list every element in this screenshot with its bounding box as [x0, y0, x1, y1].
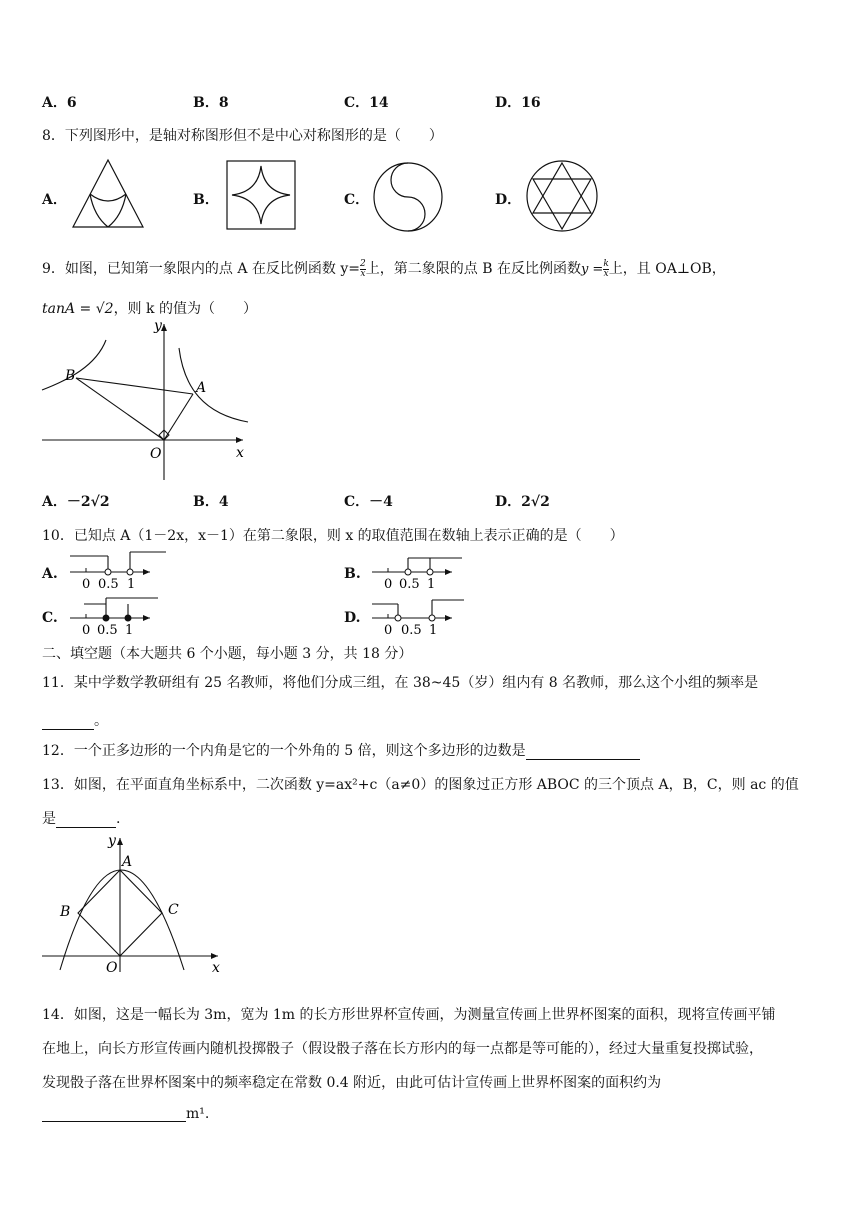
q8-label-c: C．: [344, 192, 370, 208]
q10-a-tick-1: 1: [127, 577, 136, 592]
q9-stem-line2: [42, 298, 257, 318]
q10-label-b: B.: [344, 566, 361, 582]
q14-unit: m¹.: [186, 1106, 210, 1122]
q10-b-tick-05: 0.5: [399, 577, 420, 592]
q10-number-line-c: [66, 594, 166, 640]
q8-figure-b-square-star: [226, 160, 296, 230]
q10-a-tick-0: 0: [82, 577, 91, 592]
q13-fig-label-o: O: [106, 960, 118, 976]
q7-option-d-value: 16: [521, 95, 541, 111]
q13-line2-text: 是: [42, 811, 56, 827]
q14-line3: 发现骰子落在世界杯图案中的频率稳定在常数 0.4 附近，由此可估计宣传画上世界杯图案的面积约为: [42, 1075, 662, 1091]
q8-label-d: D．: [495, 192, 522, 208]
q9-option-d-value: 2√2: [521, 494, 550, 510]
q7-option-b-label: B．: [193, 95, 219, 111]
q8-label-a: A．: [42, 192, 67, 208]
q7-option-b: [193, 92, 229, 112]
q10-c-tick-1: 1: [125, 623, 134, 638]
q13-figure-parabola-square: [38, 830, 228, 978]
q14-line2: 在地上，向长方形宣传画内随机投掷骰子（假设骰子落在长方形内的每一点都是等可能的），经过大量重复投掷试验，: [42, 1041, 763, 1057]
q10-label-d: D.: [344, 610, 361, 626]
q10-b-tick-1: 1: [427, 577, 436, 592]
q14-answer-blank[interactable]: [42, 1107, 186, 1122]
q9-option-c-label: C．: [344, 494, 370, 510]
q8-figure-d-star-of-david: [524, 158, 600, 234]
q10-b-tick-0: 0: [384, 577, 393, 592]
q9-stem-c: 上，且 OA⊥OB，: [608, 261, 726, 277]
q9-stem-b: 上，第二象限的点 B 在反比例函数: [365, 261, 581, 277]
q7-option-c-value: 14: [369, 95, 389, 111]
q9-option-b: [193, 491, 229, 511]
q11-answer-blank[interactable]: [42, 715, 94, 730]
section-2-heading: 二、填空题（本大题共 6 个小题，每小题 3 分，共 18 分）: [42, 646, 413, 662]
q13-line2: [42, 808, 120, 828]
q7-option-a-label: A．: [42, 95, 67, 111]
q9-fig-label-b: B: [65, 368, 76, 384]
q7-option-d-label: D．: [495, 95, 522, 111]
q9-option-b-label: B．: [193, 494, 219, 510]
q9-fig-label-o: O: [150, 446, 162, 462]
q9-stem-line2-rest: ，则 k 的值为（ ）: [113, 301, 257, 317]
q9-option-c: [344, 491, 393, 511]
q14-line1: 14．如图，这是一幅长为 3m，宽为 1m 的长方形世界杯宣传画，为测量宣传画上世界杯图案的面积，现将宣传画平铺: [42, 1007, 776, 1023]
q9-stem-line1: [42, 258, 726, 279]
q13-fig-label-a: A: [122, 854, 133, 870]
q9-figure-hyperbola: [38, 318, 254, 486]
q12-line: [42, 740, 640, 760]
q13-fig-label-y: y: [108, 833, 116, 849]
q7-option-a-value: 6: [66, 95, 77, 111]
q7-option-d: [495, 92, 541, 112]
q10-d-tick-0: 0: [384, 623, 393, 638]
q13-text: 13．如图，在平面直角坐标系中，二次函数 y=ax²+c（a≠0）的图象过正方形 ABOC 的三个顶点 A，B，C，则 ac 的值: [42, 777, 799, 793]
q8-figure-c-yin-yang: [372, 161, 444, 233]
q8-label-b: B．: [193, 192, 219, 208]
q7-option-c-label: C．: [344, 95, 370, 111]
q9-option-c-value: －4: [369, 494, 393, 510]
q9-option-d-label: D．: [495, 494, 522, 510]
q7-option-a: [42, 92, 77, 112]
q13-fig-label-c: C: [168, 902, 179, 918]
q10-number-line-a: [66, 548, 166, 594]
q10-stem: 10．已知点 A（1－2x，x－1）在第二象限，则 x 的取值范围在数轴上表示正确的是（ ）: [42, 528, 624, 544]
q9-option-b-value: 4: [218, 494, 229, 510]
q7-option-b-value: 8: [218, 95, 229, 111]
q11-answer-line: [42, 710, 108, 730]
q9-option-a-label: A．: [42, 494, 67, 510]
q9-option-a-value: －2√2: [66, 494, 110, 510]
q11-text: 11．某中学数学教研组有 25 名教师，将他们分成三组，在 38~45（岁）组内有 8 名教师，那么这个小组的频率是: [42, 675, 759, 691]
q10-label-a: A.: [42, 566, 58, 582]
q13-fig-label-x: x: [212, 960, 220, 976]
q11-end: 。: [94, 713, 108, 729]
q10-a-tick-05: 0.5: [98, 577, 119, 592]
q9-fraction-1-num: 2: [360, 258, 366, 269]
q9-fraction-2-num: k: [603, 258, 609, 269]
q10-d-tick-05: 0.5: [401, 623, 422, 638]
q10-d-tick-1: 1: [429, 623, 438, 638]
q10-c-tick-05: 0.5: [97, 623, 118, 638]
q9-option-a: [42, 491, 110, 511]
q8-figure-a-triangle-arcs: [70, 158, 146, 230]
q9-fig-label-y: y: [154, 318, 162, 334]
q10-label-c: C.: [42, 610, 58, 626]
q9-fig-label-a: A: [196, 380, 207, 396]
q8-stem: 8．下列图形中，是轴对称图形但不是中心对称图形的是（ ）: [42, 128, 443, 144]
q14-answer-line: [42, 1106, 209, 1122]
q9-tan-expression: tanA = √2: [42, 301, 114, 317]
q9-stem-a: 9．如图，已知第一象限内的点 A 在反比例函数 y=: [42, 261, 361, 277]
q9-fig-label-x: x: [236, 445, 244, 461]
q9-y-eq: y =: [580, 262, 604, 277]
q13-fig-label-b: B: [60, 904, 71, 920]
q12-text: 12．一个正多边形的一个内角是它的一个外角的 5 倍，则这个多边形的边数是: [42, 743, 526, 759]
q9-fraction-2-den: x: [603, 268, 609, 279]
q10-number-line-b: [368, 548, 468, 594]
q9-fraction-1-den: x: [360, 268, 366, 279]
q13-answer-blank[interactable]: [56, 813, 116, 828]
q10-number-line-d: [368, 594, 468, 640]
q10-c-tick-0: 0: [82, 623, 91, 638]
q13-end: .: [116, 811, 121, 827]
q12-answer-blank[interactable]: [526, 745, 640, 760]
q9-option-d: [495, 491, 550, 511]
q7-option-c: [344, 92, 389, 112]
